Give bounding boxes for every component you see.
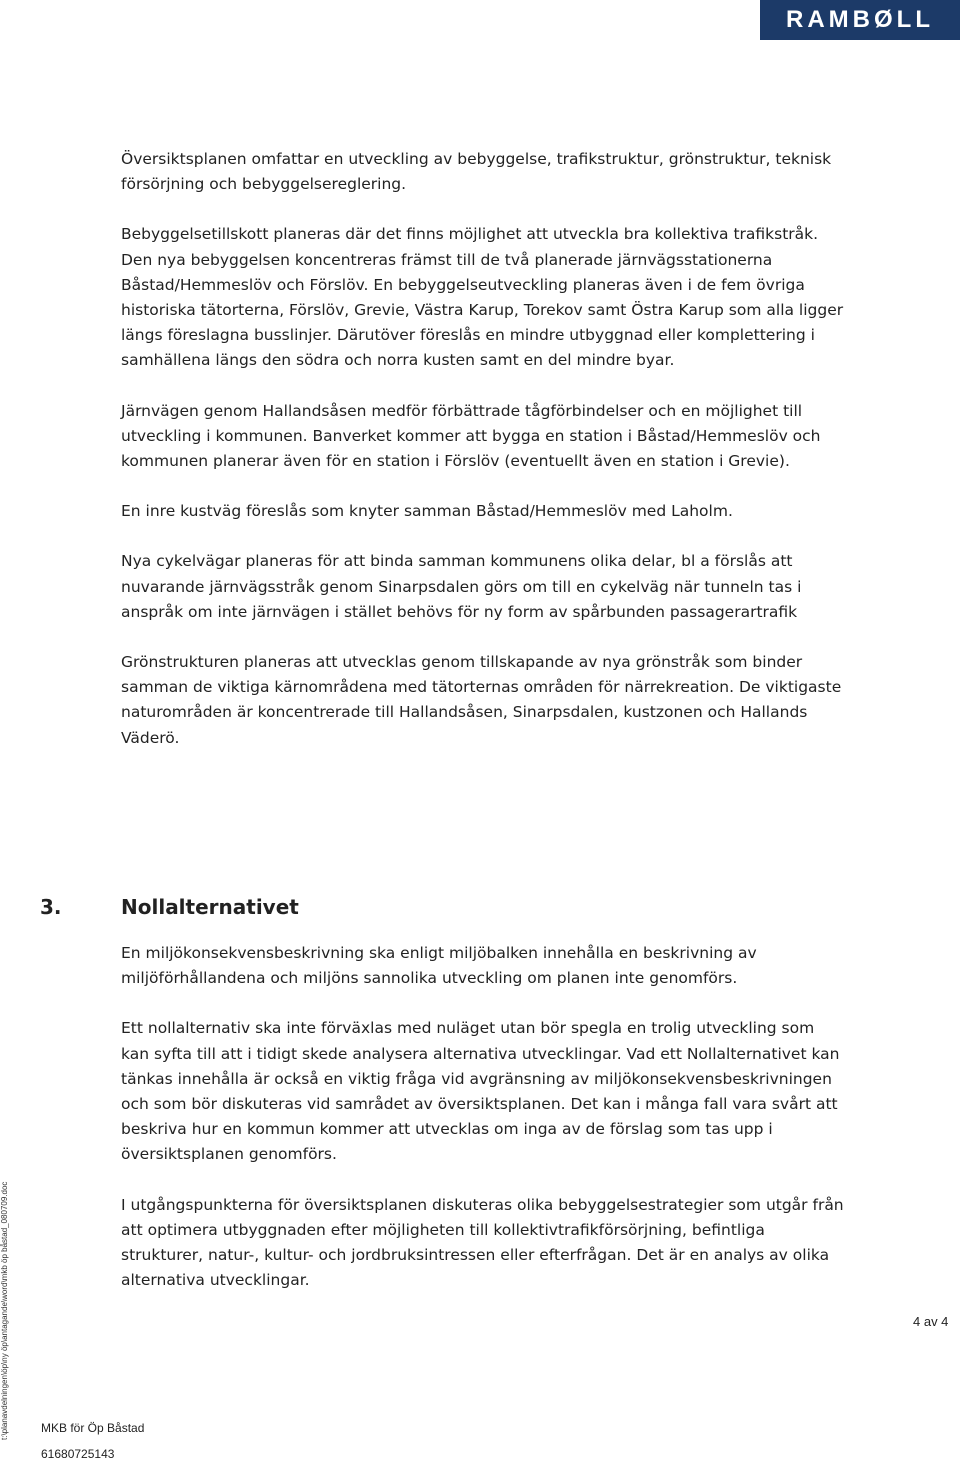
section-paragraph-2: Ett nollalternativ ska inte förväxlas med nuläget utan bör spegla en trolig utveckling som kan syfta till att i tidigt skede analysera alternativa utvecklingar. Vad ett Nollalternativet kan tänkas innehålla är också en viktig fråga vid avgränsning av miljökonsekvensbeskrivningen och som bör diskuteras vid samrådet av översiktsplanen. Det kan i många fall vara svårt att beskriva hur en kommun kommer att utvecklas om inga av de förslag som tas upp i översiktsplanen genomförs. xyxy=(121,1019,840,1164)
rambøll-logo xyxy=(760,0,960,40)
section-body xyxy=(121,941,846,1293)
body-paragraph-2: Bebyggelsetillskott planeras där det finns möjlighet att utveckla bra kollektiva trafikstråk. Den nya bebyggelsen koncentreras främst till de två planerade järnvägsstationerna Båstad/Hemmeslöv och Förslöv. En bebyggelseutveckling planeras även i de fem övriga historiska tätorterna, Förslöv, Grevie, Västra Karup, Torekov samt Östra Karup som alla ligger längs föreslagna busslinjer. Därutöver föreslås en mindre utbyggnad eller komplettering i samhällena längs den södra och norra kusten samt en del mindre byar. xyxy=(121,225,844,370)
body-paragraph-6: Grönstrukturen planeras att utvecklas genom tillskapande av nya grönstråk som binder samman de viktiga kärnområdena med tätorternas områden för närrekreation. De viktigaste naturområden är koncentrerade till Hallandsåsen, Sinarpsdalen, kustzonen och Hallands Väderö. xyxy=(121,653,842,747)
body-paragraph-5: Nya cykelvägar planeras för att binda samman kommunens olika delar, bl a förslås att nuvarande järnvägsstråk genom Sinarpsdalen görs om till en cykelväg när tunneln tas i anspråk om inte järnvägen i stället behövs för ny form av spårbunden passagerartrafik xyxy=(121,552,802,621)
file-path-vertical: t:\planavdelningen\öp\ny öp\antagande\word\mkb öp båstad_080709.doc xyxy=(0,1181,9,1440)
section-paragraph-1: En miljökonsekvensbeskrivning ska enligt miljöbalken innehålla en beskrivning av miljöförhållandena och miljöns sannolika utveckling om planen inte genomförs. xyxy=(121,944,757,988)
section-paragraph-3: I utgångspunkterna för översiktsplanen diskuteras olika bebyggelsestrategier som utgår från att optimera utbyggnaden efter möjligheten till kollektivtrafikförsörjning, befintliga strukturer, natur-, kultur- och jordbruksintressen eller efterfrågan. Det är en analys av olika alternativa utvecklingar. xyxy=(121,1195,844,1290)
section-number: 3. xyxy=(40,895,62,919)
footer-doc-title: MKB för Öp Båstad xyxy=(41,1421,145,1435)
section-title: Nollalternativet xyxy=(121,895,299,919)
page-number: 4 av 4 xyxy=(913,1314,949,1329)
body-paragraph-1: Översiktsplanen omfattar en utveckling av bebyggelse, trafikstruktur, grönstruktur, teknisk försörjning och bebyggelsereglering. xyxy=(121,150,832,194)
logo-text: RAMBØLL xyxy=(786,6,934,33)
body-paragraph-4: En inre kustväg föreslås som knyter samman Båstad/Hemmeslöv med Laholm. xyxy=(121,502,733,521)
body-paragraph-3: Järnvägen genom Hallandsåsen medför förbättrade tågförbindelser och en möjlighet till utveckling i kommunen. Banverket kommer att bygga en station i Båstad/Hemmeslöv och kommunen planerar även för en station i Förslöv (eventuellt även en station i Grevie). xyxy=(121,401,821,471)
main-body xyxy=(121,147,846,751)
section-heading xyxy=(40,895,299,919)
footer-doc-code: 61680725143 xyxy=(41,1447,115,1461)
